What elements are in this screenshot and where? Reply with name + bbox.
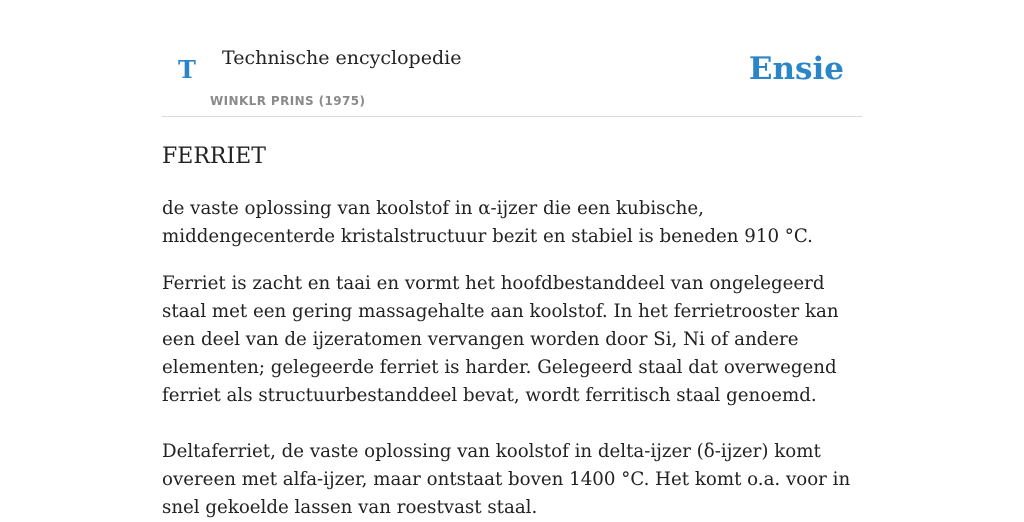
source-header bbox=[162, 0, 862, 117]
source-logo[interactable]: T bbox=[178, 55, 196, 84]
entry-definition: de vaste oplossing van koolstof in α-ijzer die een kubische, middengecenterde kristalstructuur bezit en stabiel is beneden 910 °C. bbox=[162, 198, 813, 247]
entry-delta: Deltaferriet, de vaste oplossing van koolstof in delta-ijzer (δ-ijzer) komt overeen met alfa-ijzer, maar ontstaat boven 1400 °C. Het komt o.a. voor in snel gekoelde lassen van roestvast staal. bbox=[162, 441, 851, 518]
entry-body: Ferriet is zacht en taai en vormt het hoofdbestanddeel van ongelegeerd staal met een gering massagehalte aan koolstof. In het ferrietrooster kan een deel van de ijzeratomen vervangen worden door Si, Ni of andere elementen; gelegeerde ferriet is harder. Gelegeerd staal dat overwegend ferriet als structuurbestanddeel bevat, wordt ferritisch staal genoemd. bbox=[162, 273, 839, 406]
brand-logo[interactable]: Ensie bbox=[748, 51, 844, 87]
source-title[interactable]: Technische encyclopedie bbox=[222, 47, 462, 69]
page-content bbox=[162, 0, 862, 522]
entry-title: FERRIET bbox=[162, 144, 266, 169]
source-subtitle: WINKLR PRINS (1975) bbox=[210, 94, 366, 108]
